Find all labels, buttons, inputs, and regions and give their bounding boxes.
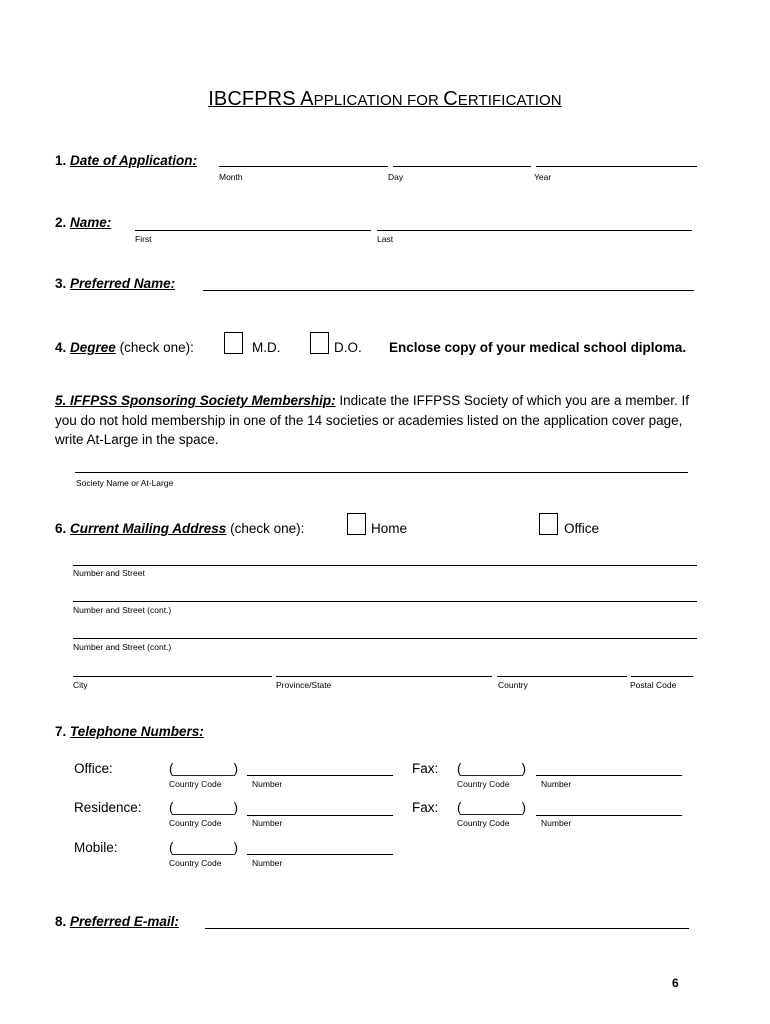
mobile-country-code-field[interactable]: (________): [169, 840, 239, 855]
last-caption: Last: [377, 234, 394, 244]
country-field[interactable]: [497, 676, 627, 677]
month-caption: Month: [219, 172, 243, 182]
office-fax-country-code-field[interactable]: (________): [457, 761, 527, 776]
do-checkbox[interactable]: [310, 332, 329, 354]
office-fax-country-code-caption: Country Code: [457, 779, 510, 789]
street-caption: Number and Street: [73, 568, 145, 578]
street-cont-caption-1: Number and Street (cont.): [73, 605, 172, 615]
md-label: M.D.: [252, 340, 281, 355]
office-number-caption: Number: [252, 779, 283, 789]
province-field[interactable]: [276, 676, 492, 677]
year-field[interactable]: [536, 166, 697, 167]
office-number-field[interactable]: [247, 775, 393, 776]
office-checkbox[interactable]: [539, 513, 558, 535]
postal-code-field[interactable]: [631, 676, 693, 677]
mobile-country-code-caption: Country Code: [169, 858, 222, 868]
residence-fax-number-field[interactable]: [536, 815, 682, 816]
country-caption: Country: [498, 680, 528, 690]
q6-label: 6. Current Mailing Address (check one):: [55, 521, 305, 536]
preferred-name-field[interactable]: [203, 290, 694, 291]
home-checkbox[interactable]: [347, 513, 366, 535]
street-cont-field-2[interactable]: [73, 638, 697, 639]
residence-number-field[interactable]: [247, 815, 393, 816]
residence-fax-country-code-field[interactable]: (________): [457, 800, 527, 815]
q2-label: 2. Name:: [55, 215, 112, 230]
office-fax-number-caption: Number: [541, 779, 572, 789]
office-phone-label: Office:: [74, 761, 113, 776]
province-caption: Province/State: [276, 680, 332, 690]
first-caption: First: [135, 234, 152, 244]
residence-country-code-field[interactable]: (________): [169, 800, 239, 815]
day-caption: Day: [388, 172, 404, 182]
email-field[interactable]: [205, 928, 689, 929]
residence-number-caption: Number: [252, 818, 283, 828]
mobile-number-caption: Number: [252, 858, 283, 868]
q1-label: 1. Date of Application:: [55, 153, 198, 168]
year-caption: Year: [534, 172, 552, 182]
q5-paragraph: 5. IFFPSS Sponsoring Society Membership: Indicate the IFFPSS Society of which you are a member. If you do not hold membership in one of the 14 societies or academies listed on the application cover page, write At-Large in the space.: [55, 393, 690, 447]
mobile-phone-label: Mobile:: [74, 840, 118, 855]
city-field[interactable]: [73, 676, 272, 677]
day-field[interactable]: [393, 166, 531, 167]
mobile-number-field[interactable]: [247, 854, 393, 855]
residence-phone-label: Residence:: [74, 800, 142, 815]
postal-code-caption: Postal Code: [630, 680, 677, 690]
residence-fax-label: Fax:: [412, 800, 439, 815]
street-field[interactable]: [73, 565, 697, 566]
page-title: IBCFPRS APPLICATION FOR CERTIFICATION: [208, 88, 562, 110]
diploma-instruction: Enclose copy of your medical school diploma.: [389, 340, 687, 355]
residence-country-code-caption: Country Code: [169, 818, 222, 828]
q8-label: 8. Preferred E-mail:: [55, 914, 179, 929]
city-caption: City: [73, 680, 88, 690]
society-name-field[interactable]: [75, 472, 688, 473]
society-caption: Society Name or At-Large: [76, 478, 174, 488]
office-fax-label: Fax:: [412, 761, 439, 776]
office-country-code-caption: Country Code: [169, 779, 222, 789]
last-name-field[interactable]: [377, 230, 692, 231]
office-label: Office: [564, 521, 600, 536]
md-checkbox[interactable]: [224, 332, 243, 354]
q7-label: 7. Telephone Numbers:: [55, 724, 204, 739]
q3-label: 3. Preferred Name:: [55, 276, 176, 291]
street-cont-field-1[interactable]: [73, 601, 697, 602]
q4-label: 4. Degree (check one):: [55, 340, 194, 355]
office-country-code-field[interactable]: (________): [169, 761, 239, 776]
first-name-field[interactable]: [135, 230, 371, 231]
street-cont-caption-2: Number and Street (cont.): [73, 642, 172, 652]
page-number: 6: [672, 976, 679, 990]
office-fax-number-field[interactable]: [536, 775, 682, 776]
residence-fax-number-caption: Number: [541, 818, 572, 828]
month-field[interactable]: [219, 166, 388, 167]
home-label: Home: [371, 521, 408, 536]
do-label: D.O.: [334, 340, 362, 355]
residence-fax-country-code-caption: Country Code: [457, 818, 510, 828]
